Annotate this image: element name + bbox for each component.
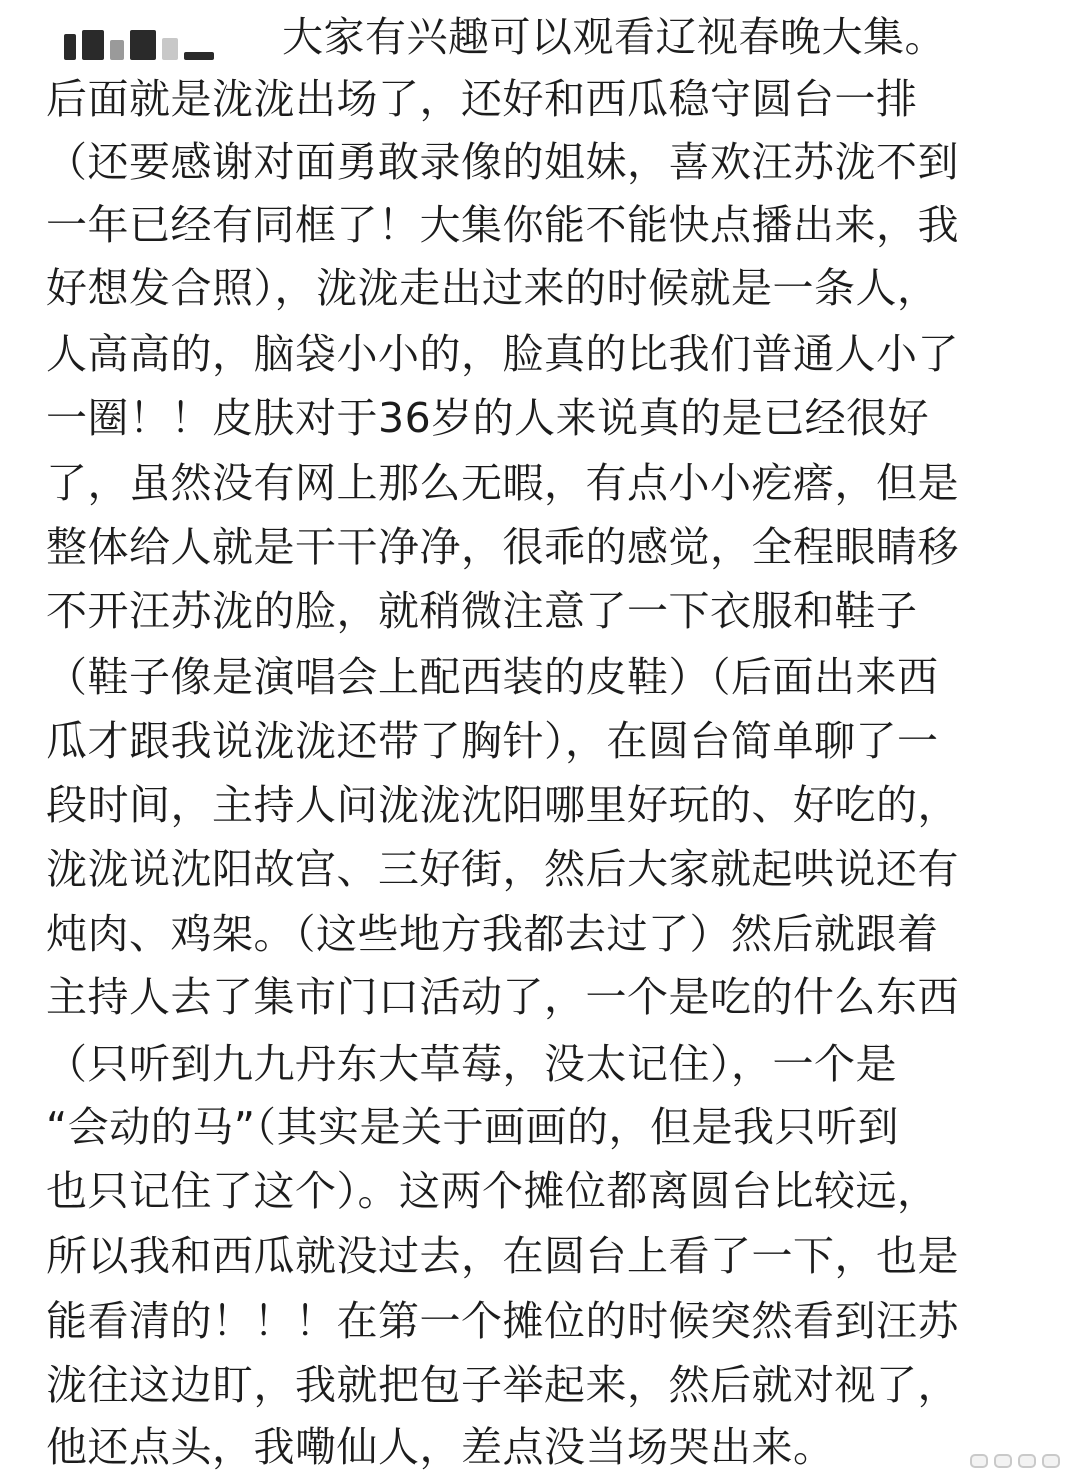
post-text-line: 大家有兴趣可以观看辽视春晚大集。: [282, 13, 946, 61]
redaction-block: [162, 38, 178, 60]
post-text-line: 段时间，主持人问泷泷沈阳哪里好玩的、好吃的，: [46, 781, 959, 829]
post-text-line: 能看清的！！！在第一个摊位的时候突然看到汪苏: [46, 1297, 959, 1345]
post-text-line: 他还点头，我嘞仙人，差点没当场哭出来。: [46, 1423, 835, 1471]
post-text-line: 一年已经有同框了！大集你能不能快点播出来，我: [46, 201, 959, 249]
post-text-line: （鞋子像是演唱会上配西装的皮鞋）（后面出来西: [46, 653, 939, 701]
post-text-line: 不开汪苏泷的脸，就稍微注意了一下衣服和鞋子: [46, 587, 918, 635]
post-text-line: 瓜才跟我说泷泷还带了胸针），在圆台简单聊了一: [46, 717, 939, 765]
post-text-line: 后面就是泷泷出场了，还好和西瓜稳守圆台一排: [46, 75, 918, 123]
redaction-block: [184, 52, 214, 60]
watermark-mark: [1042, 1454, 1060, 1468]
post-text-line: 所以我和西瓜就没过去，在圆台上看了一下，也是: [46, 1232, 959, 1280]
watermark-mark: [994, 1454, 1012, 1468]
post-text-line: 泷往这边盯，我就把包子举起来，然后就对视了，: [46, 1361, 959, 1409]
post-text-line: 整体给人就是干干净净，很乖的感觉，全程眼睛移: [46, 523, 959, 571]
post-text-line: 炖肉、鸡架。（这些地方我都去过了）然后就跟着: [46, 910, 939, 958]
post-text-line: 主持人去了集市门口活动了，一个是吃的什么东西: [46, 973, 959, 1021]
post-text-line: （只听到九九丹东大草莓，没太记住），一个是: [46, 1040, 897, 1088]
redaction-block: [130, 30, 156, 60]
redaction-block: [110, 40, 124, 60]
post-text-line: （还要感谢对面勇敢录像的姐妹，喜欢汪苏泷不到: [46, 138, 959, 186]
post-text-line: 泷泷说沈阳故宫、三好街，然后大家就起哄说还有: [46, 845, 959, 893]
redacted-username: [64, 22, 234, 60]
watermark-mark: [970, 1454, 988, 1468]
post-text-line: “会动的马”（其实是关于画画的，但是我只听到: [46, 1103, 899, 1151]
post-text-line: 好想发合照），泷泷走出过来的时候就是一条人，: [46, 264, 939, 312]
post-text-line: 了，虽然没有网上那么无暇，有点小小疙瘩，但是: [46, 459, 959, 507]
watermark-mark: [1018, 1454, 1036, 1468]
redaction-block: [82, 30, 104, 60]
redaction-block: [64, 34, 76, 60]
post-text-line: 人高高的，脑袋小小的，脸真的比我们普通人小了: [46, 330, 959, 378]
post-text-line: 一圈！！皮肤对于36岁的人来说真的是已经很好: [46, 394, 930, 442]
post-text-line: 也只记住了这个）。这两个摊位都离圆台比较远，: [46, 1167, 939, 1215]
watermark-logo: [970, 1454, 1060, 1468]
